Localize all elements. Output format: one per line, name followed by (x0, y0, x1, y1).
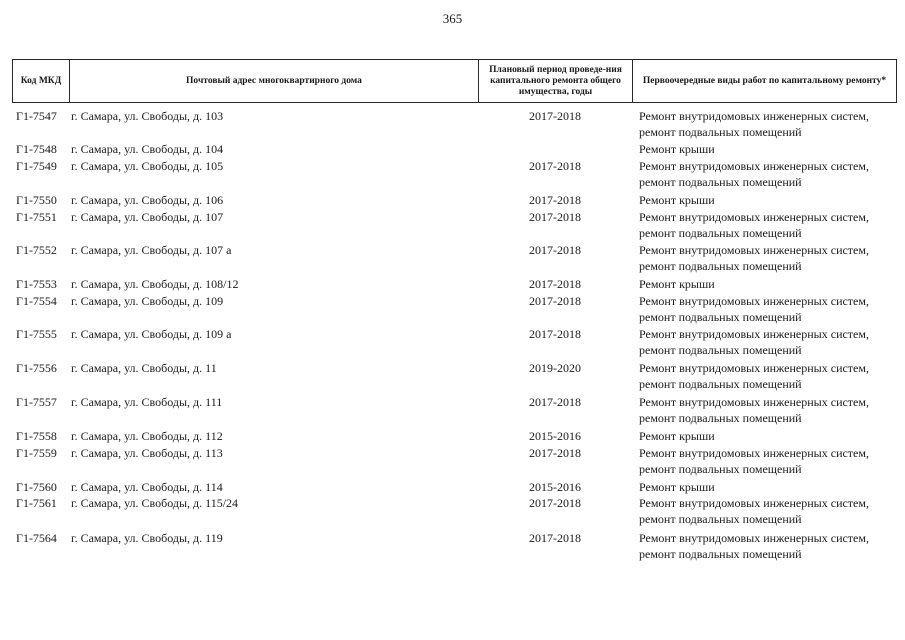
cell-period: 2017-2018 (529, 327, 581, 341)
cell-period: 2017-2018 (529, 446, 581, 460)
cell-work-line: ремонт подвальных помещений (639, 462, 802, 476)
cell-work (639, 242, 899, 274)
cell-work (639, 394, 899, 426)
cell-code: Г1-7552 (16, 243, 57, 257)
cell-code: Г1-7556 (16, 361, 57, 375)
cell-address: г. Самара, ул. Свободы, д. 115/24 (71, 496, 239, 510)
cell-work-line: Ремонт внутридомовых инженерных систем, (639, 361, 869, 375)
cell-period: 2015-2016 (529, 429, 581, 443)
cell-work (639, 158, 899, 190)
cell-address: г. Самара, ул. Свободы, д. 119 (71, 531, 223, 545)
cell-work (639, 276, 899, 292)
cell-address: г. Самара, ул. Свободы, д. 111 (71, 395, 223, 409)
cell-work (639, 209, 899, 241)
cell-work-line: Ремонт внутридомовых инженерных систем, (639, 327, 869, 341)
cell-address: г. Самара, ул. Свободы, д. 11 (71, 361, 217, 375)
cell-work-line: ремонт подвальных помещений (639, 512, 802, 526)
cell-work-line: Ремонт крыши (639, 277, 715, 291)
cell-period: 2017-2018 (529, 294, 581, 308)
cell-work-line: Ремонт внутридомовых инженерных систем, (639, 294, 869, 308)
cell-work-line: ремонт подвальных помещений (639, 175, 802, 189)
cell-work (639, 428, 899, 444)
header-period: Плановый период проведе-ния капитального ремонта общего имущества, годы (479, 60, 633, 103)
cell-work-line: Ремонт внутридомовых инженерных систем, (639, 446, 869, 460)
cell-period: 2017-2018 (529, 243, 581, 257)
cell-work-line: Ремонт крыши (639, 193, 715, 207)
cell-work-line: ремонт подвальных помещений (639, 411, 802, 425)
cell-address: г. Самара, ул. Свободы, д. 103 (71, 109, 224, 123)
cell-address: г. Самара, ул. Свободы, д. 109 а (71, 327, 232, 341)
cell-work-line: ремонт подвальных помещений (639, 547, 802, 561)
cell-work (639, 479, 899, 495)
cell-work (639, 192, 899, 208)
cell-code: Г1-7553 (16, 277, 57, 291)
cell-period: 2015-2016 (529, 480, 581, 494)
cell-work-line: Ремонт внутридомовых инженерных систем, (639, 210, 869, 224)
header-address: Почтовый адрес многоквартирного дома (70, 60, 479, 103)
cell-address: г. Самара, ул. Свободы, д. 107 а (71, 243, 232, 257)
cell-work-line: Ремонт крыши (639, 480, 715, 494)
cell-code: Г1-7559 (16, 446, 57, 460)
cell-address: г. Самара, ул. Свободы, д. 106 (71, 193, 224, 207)
cell-period: 2017-2018 (529, 159, 581, 173)
cell-work-line: Ремонт внутридомовых инженерных систем, (639, 531, 869, 545)
cell-address: г. Самара, ул. Свободы, д. 108/12 (71, 277, 239, 291)
cell-work (639, 530, 899, 562)
header-work: Первоочередные виды работ по капитальному ремонту* (633, 60, 897, 103)
cell-period: 2017-2018 (529, 109, 581, 123)
cell-address: г. Самара, ул. Свободы, д. 109 (71, 294, 224, 308)
cell-work-line: ремонт подвальных помещений (639, 310, 802, 324)
cell-period: 2017-2018 (529, 496, 581, 510)
cell-work-line: Ремонт внутридомовых инженерных систем, (639, 243, 869, 257)
cell-work-line: ремонт подвальных помещений (639, 259, 802, 273)
cell-address: г. Самара, ул. Свободы, д. 105 (71, 159, 224, 173)
cell-code: Г1-7560 (16, 480, 57, 494)
cell-work-line: ремонт подвальных помещений (639, 226, 802, 240)
cell-work-line: Ремонт крыши (639, 429, 715, 443)
cell-work (639, 495, 899, 527)
cell-code: Г1-7549 (16, 159, 57, 173)
cell-code: Г1-7548 (16, 142, 57, 156)
cell-address: г. Самара, ул. Свободы, д. 112 (71, 429, 223, 443)
cell-work-line: ремонт подвальных помещений (639, 343, 802, 357)
cell-work (639, 293, 899, 325)
cell-code: Г1-7550 (16, 193, 57, 207)
cell-period: 2017-2018 (529, 531, 581, 545)
cell-work (639, 108, 899, 140)
cell-period: 2017-2018 (529, 193, 581, 207)
cell-period: 2017-2018 (529, 210, 581, 224)
cell-work (639, 141, 899, 157)
cell-code: Г1-7558 (16, 429, 57, 443)
cell-code: Г1-7551 (16, 210, 57, 224)
cell-work-line: Ремонт внутридомовых инженерных систем, (639, 159, 869, 173)
page-number: 365 (442, 11, 463, 26)
cell-work (639, 326, 899, 358)
header-code: Код МКД (13, 60, 70, 103)
cell-address: г. Самара, ул. Свободы, д. 107 (71, 210, 224, 224)
cell-code: Г1-7554 (16, 294, 57, 308)
cell-code: Г1-7557 (16, 395, 57, 409)
cell-address: г. Самара, ул. Свободы, д. 113 (71, 446, 223, 460)
cell-work-line: Ремонт крыши (639, 142, 715, 156)
cell-period: 2017-2018 (529, 395, 581, 409)
cell-period: 2019-2020 (529, 361, 581, 375)
cell-work-line: Ремонт внутридомовых инженерных систем, (639, 109, 869, 123)
cell-address: г. Самара, ул. Свободы, д. 104 (71, 142, 224, 156)
cell-code: Г1-7561 (16, 496, 57, 510)
cell-work-line: ремонт подвальных помещений (639, 125, 802, 139)
cell-code: Г1-7547 (16, 109, 57, 123)
cell-code: Г1-7564 (16, 531, 57, 545)
cell-work-line: Ремонт внутридомовых инженерных систем, (639, 395, 869, 409)
cell-work (639, 445, 899, 477)
cell-work (639, 360, 899, 392)
cell-address: г. Самара, ул. Свободы, д. 114 (71, 480, 223, 494)
cell-work-line: ремонт подвальных помещений (639, 377, 802, 391)
cell-period: 2017-2018 (529, 277, 581, 291)
cell-work-line: Ремонт внутридомовых инженерных систем, (639, 496, 869, 510)
cell-code: Г1-7555 (16, 327, 57, 341)
